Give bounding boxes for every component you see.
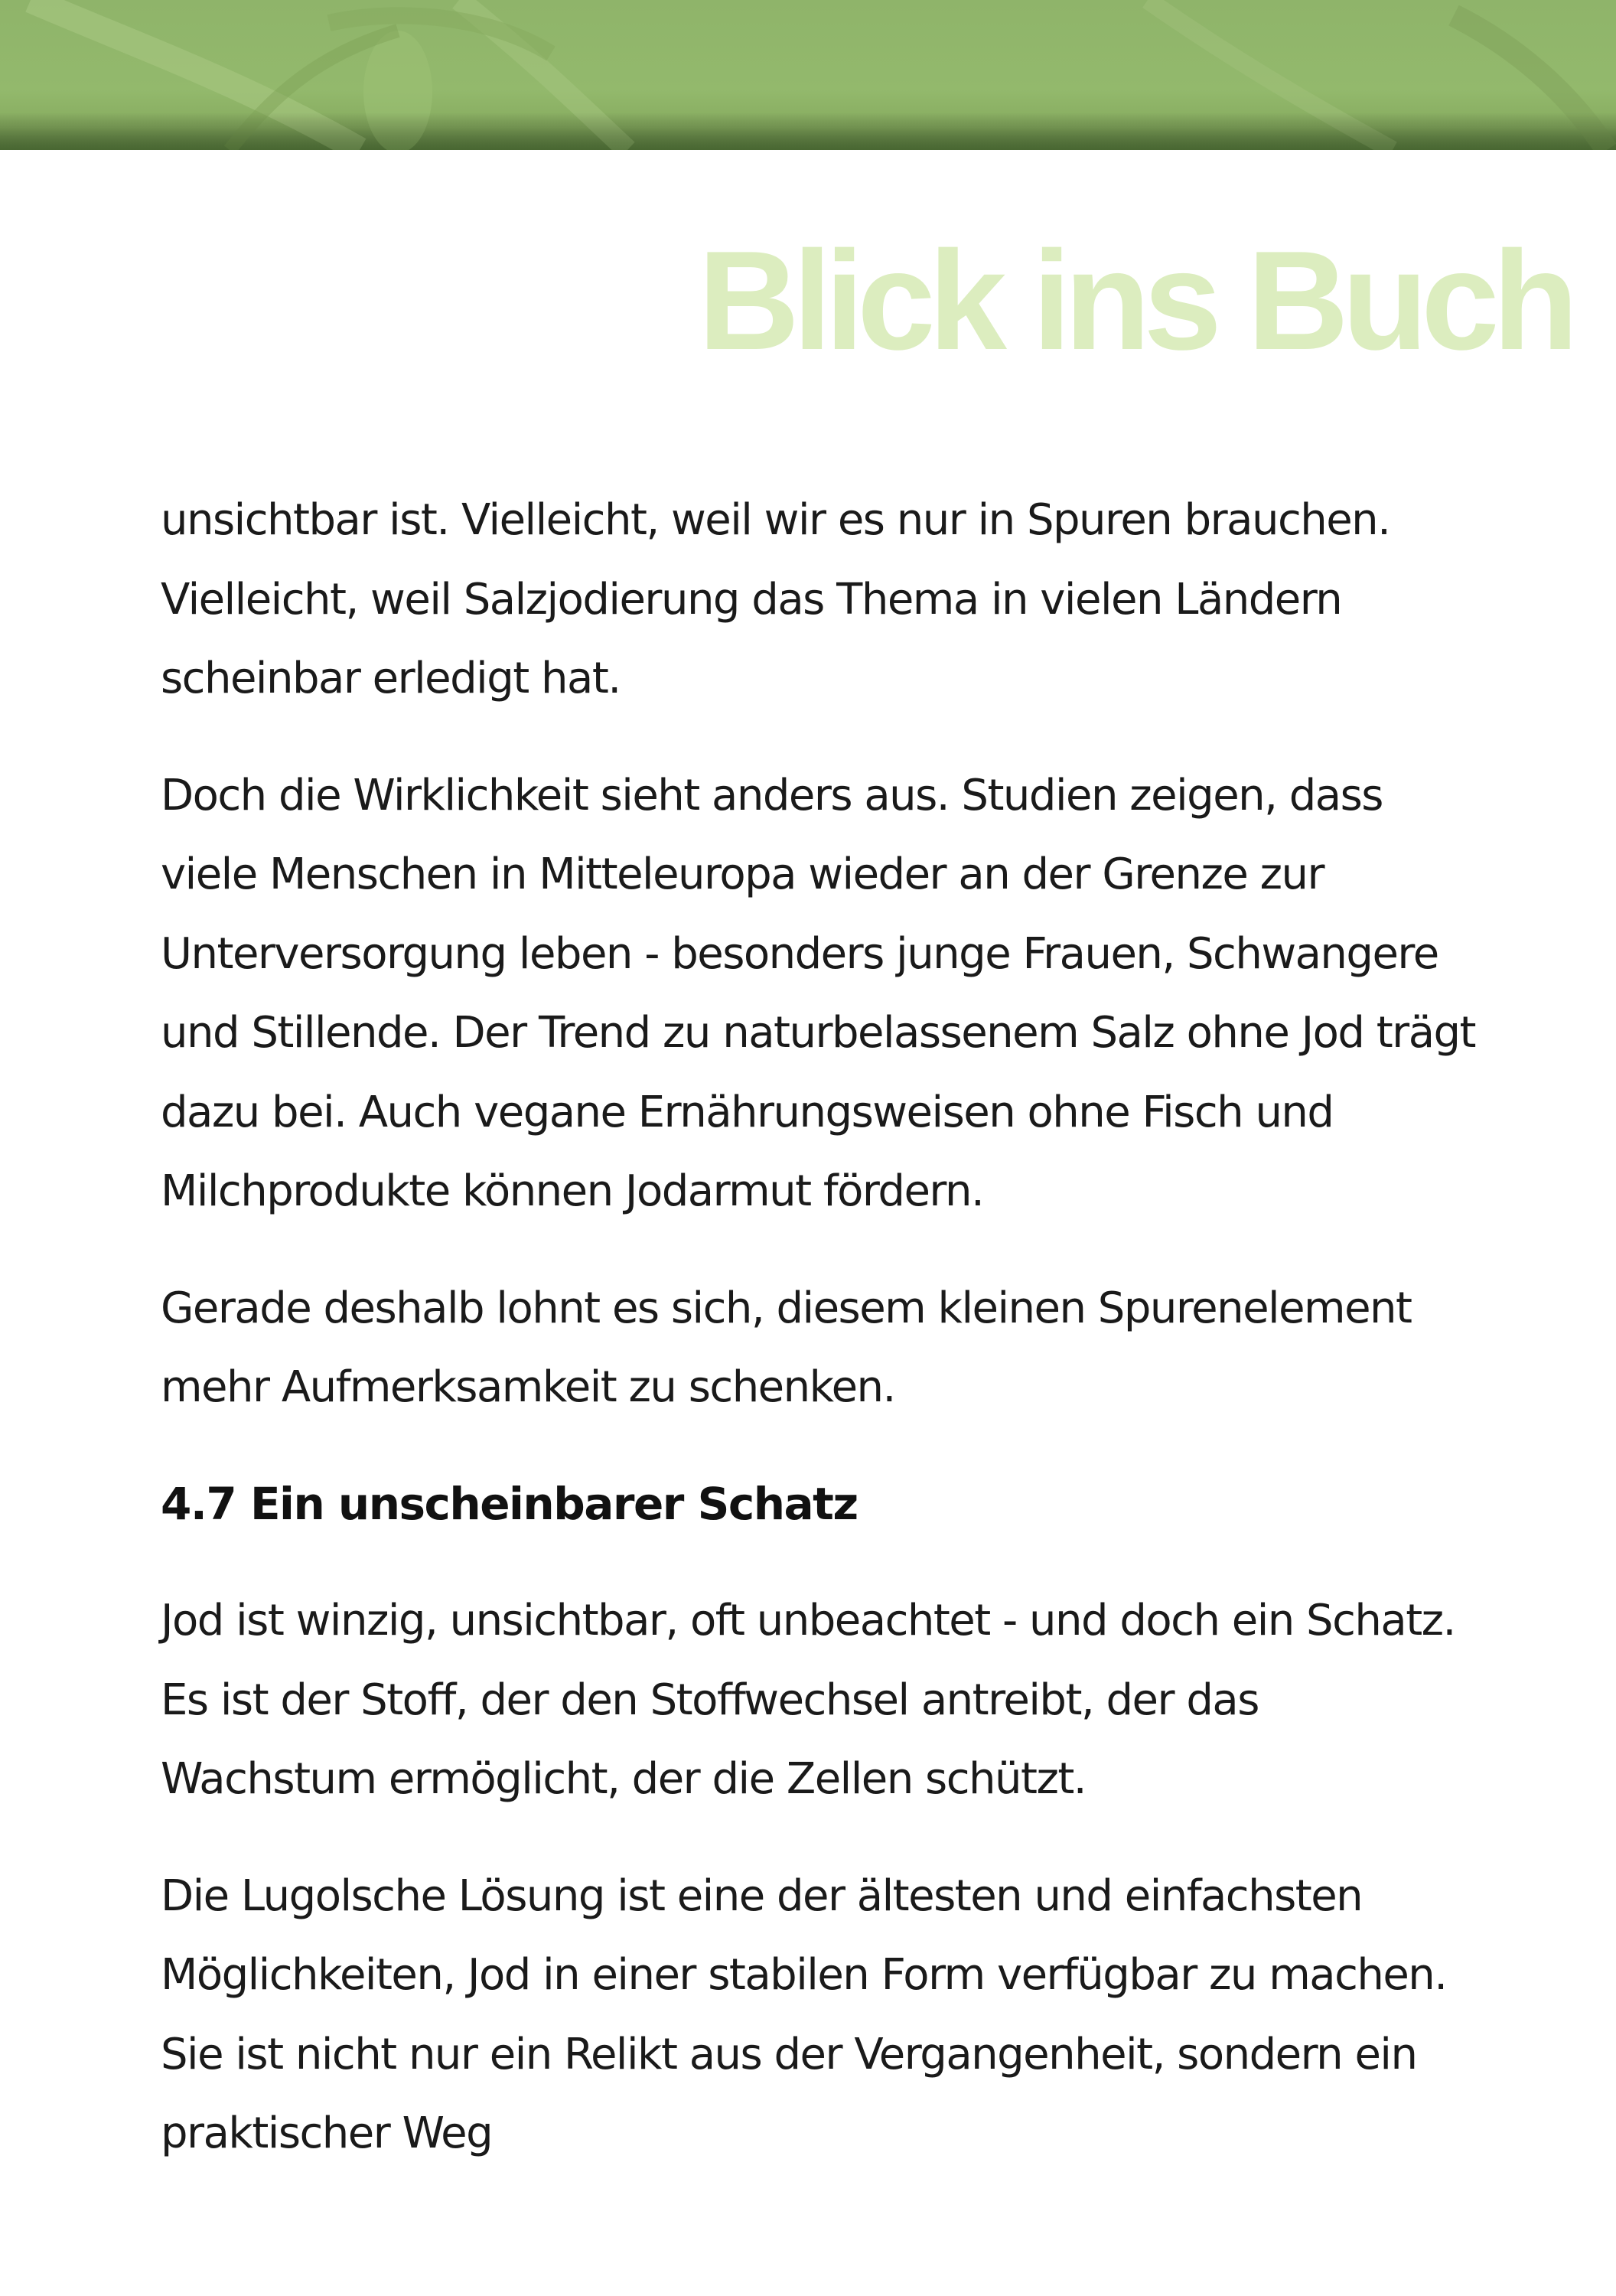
- excerpt-paragraph: Doch die Wirklichkeit sieht anders aus. Studien zeigen, dass viele Menschen in Mitteleuropa wieder an der Grenze zur Unterversorgung leben - besonders junge Frauen, Schwangere und Stillende. Der Trend zu naturbelassenem Salz ohne Jod trägt dazu bei. Auch vegane Ernährungsweisen ohne Fisch und Milchprodukte können Jodarmut fördern.: [161, 770, 1476, 1216]
- section-heading: 4.7 Ein unscheinbarer Schatz: [161, 1477, 858, 1530]
- book-excerpt: [161, 481, 1477, 2211]
- section-paragraph: Die Lugolsche Lösung ist eine der ältesten und einfachsten Möglichkeiten, Jod in einer stabilen Form verfügbar zu machen. Sie ist nicht nur ein Relikt aus der Vergangenheit, sondern ein praktischer Weg: [161, 1870, 1447, 2158]
- section-paragraph: Jod ist winzig, unsichtbar, oft unbeachtet - und doch ein Schatz. Es ist der Stoff, der den Stoffwechsel antreibt, der das Wachstum ermöglicht, der die Zellen schützt.: [161, 1596, 1455, 1804]
- header-banner-image: [0, 0, 1616, 150]
- excerpt-paragraph: unsichtbar ist. Vielleicht, weil wir es nur in Spuren brauchen. Vielleicht, weil Salzjodierung das Thema in vielen Ländern scheinbar erledigt hat.: [161, 495, 1390, 703]
- excerpt-paragraph: Gerade deshalb lohnt es sich, diesem kleinen Spurenelement mehr Aufmerksamkeit zu schenken.: [161, 1283, 1412, 1412]
- page-title: Blick ins Buch: [698, 221, 1572, 379]
- banner-leaf-pattern: [0, 0, 1616, 150]
